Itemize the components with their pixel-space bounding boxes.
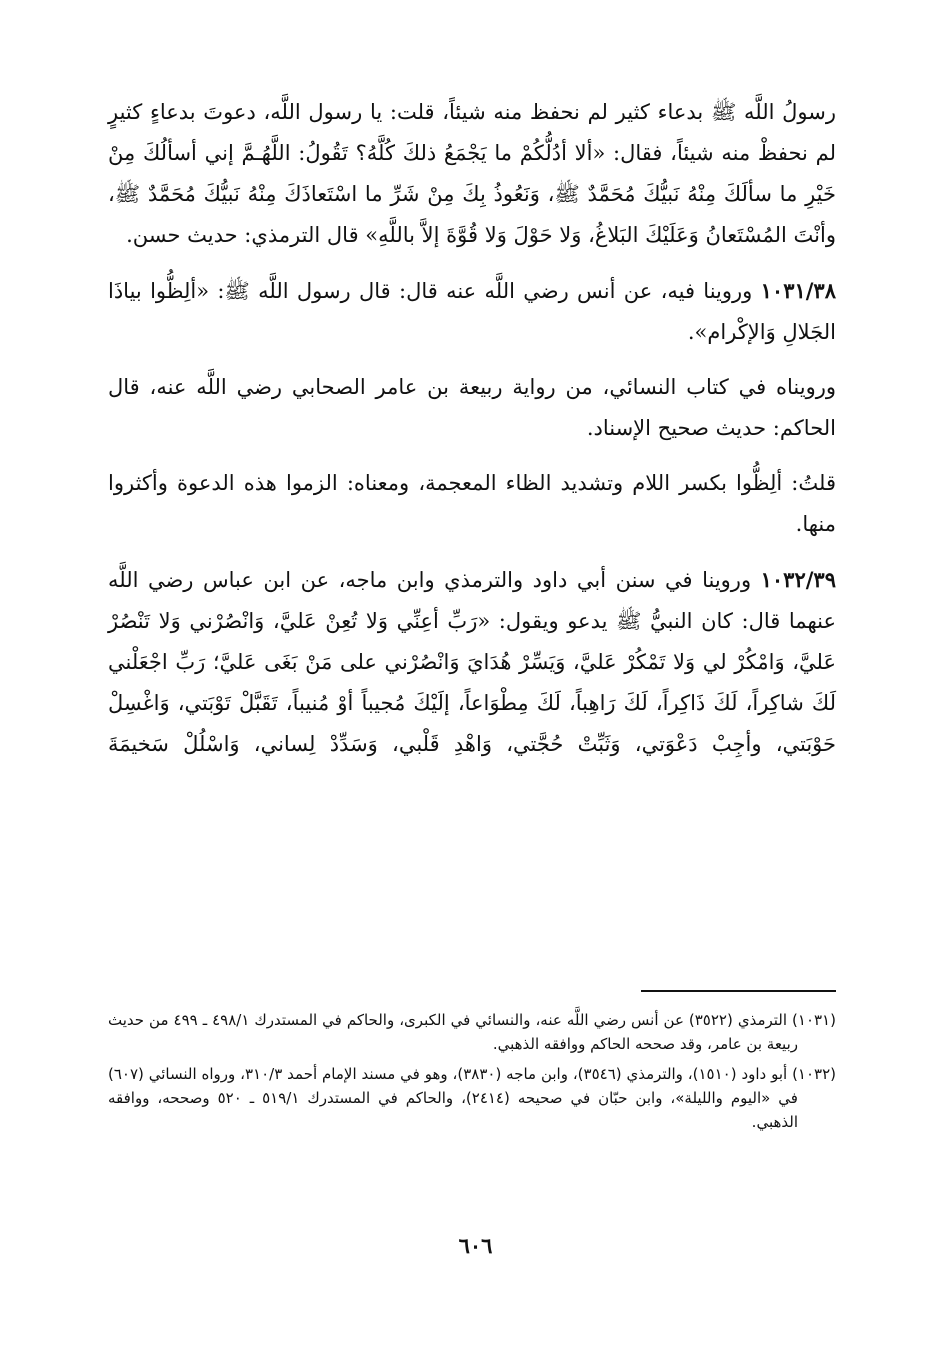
- paragraph-continuation: [108, 92, 836, 256]
- footnote-1032: (١٠٣٢) أبو داود (١٥١٠)، والترمذي (٣٥٤٦)، وابن ماجه (٣٨٣٠)، وهو في مسند الإمام أحمد ٣١٠/٣، ورواه النسائي (٦٠٧) في «اليوم والليلة»، وابن حبّان في صحيحه (٢٤١٤)، والحاكم في المستدرك ٥١٩/١ ـ ٥٢٠ وصححه، ووافقه الذهبي.: [108, 1065, 837, 1131]
- paragraph-text: قلتُ: ألِظُّوا بكسر اللام وتشديد الظاء المعجمة، ومعناه: الزموا هذه الدعوة وأكثروا منها.: [108, 471, 836, 536]
- paragraph-nasai-narration: [108, 367, 836, 449]
- paragraph-text: وروينا فيه، عن أنس رضي اللَّه عنه قال: قال رسول اللَّه ﷺ: «ألِظُّوا بياذَا الجَلالِ وَالإكْرام».: [108, 279, 836, 344]
- footnote-1031: (١٠٣١) الترمذي (٣٥٢٢) عن أنس رضي اللَّه عنه، والنسائي في الكبرى، والحاكم في المستدرك ٤٩٨/١ ـ ٤٩٩ من حديث ربيعة بن عامر، وقد صححه الحاكم ووافقه الذهبي.: [108, 1011, 836, 1053]
- page-number: ٦٠٦: [458, 1233, 493, 1258]
- paragraph-text: وروينا في سنن أبي داود والترمذي وابن ماجه، عن ابن عباس رضي اللَّه عنهما قال: كان النبيُّ ﷺ يدعو ويقول: «رَبِّ أعِنِّي وَلا تُعِنْ عَليَّ، وَانْصُرْني وَلا تَنْصُرْ عَليَّ، وَامْكُرْ لي وَلا تَمْكُرْ عَليَّ، وَيَسِّرْ هُدَايَ وَانْصُرْني على مَنْ بَغَى عَليَّ؛ رَبِّ اجْعَلْني لَكَ شاكِراً، لَكَ ذَاكِراً، لَكَ رَاهِباً، لَكَ مِطْوَاعاً، إلَيْكَ مُجيباً أوْ مُنيباً، تَقَبَّلْ تَوْبَتي، وَاغْسِلْ حَوْبَتي، وأجِبْ دَعْوَتي، وَثَبِّتْ حُجَّتي، وَاهْدِ قَلْبي، وَسَدِّدْ لِساني، وَاسْلُلْ سَخيمَةَ: [108, 568, 836, 756]
- hadith-paragraph-1031: [108, 270, 836, 353]
- main-text: [108, 92, 836, 765]
- paragraph-author-comment: [108, 463, 836, 545]
- paragraph-text: ورويناه في كتاب النسائي، من رواية ربيعة بن عامر الصحابي رضي اللَّه عنه، قال الحاكم: حديث صحيح الإسناد.: [108, 375, 836, 440]
- footnotes: [108, 1008, 836, 1140]
- paragraph-text: رسولُ اللَّه ﷺ بدعاء كثير لم نحفظ منه شيئاً، قلت: يا رسول اللَّه، دعوتَ بدعاءٍ كثيرٍ لم نحفظْ منه شيئاً، فقال: «ألا أدُلُّكُمْ ما يَجْمَعُ ذلكَ كُلَّهُ؟ تَقُولُ: اللَّهُـمَّ إني أسألُكَ مِنْ خَيْرِ ما سألَكَ مِنْهُ نَبيُّكَ مُحَمَّدٌ ﷺ، وَنَعُوذُ بِكَ مِنْ شَرِّ ما اسْتَعاذَكَ مِنْهُ نَبيُّكَ مُحَمَّدٌ ﷺ، وأنْتَ المُسْتَعانُ وَعَلَيْكَ البَلاغُ، وَلا حَوْلَ وَلا قُوَّةَ إلاَّ باللَّهِ» قال الترمذي: حديث حسن.: [108, 100, 836, 247]
- footnote-separator: [641, 990, 836, 992]
- hadith-paragraph-1032: [108, 559, 836, 765]
- hadith-number: ١٠٣٢/٣٩: [760, 567, 836, 592]
- hadith-number: ١٠٣١/٣٨: [760, 278, 836, 303]
